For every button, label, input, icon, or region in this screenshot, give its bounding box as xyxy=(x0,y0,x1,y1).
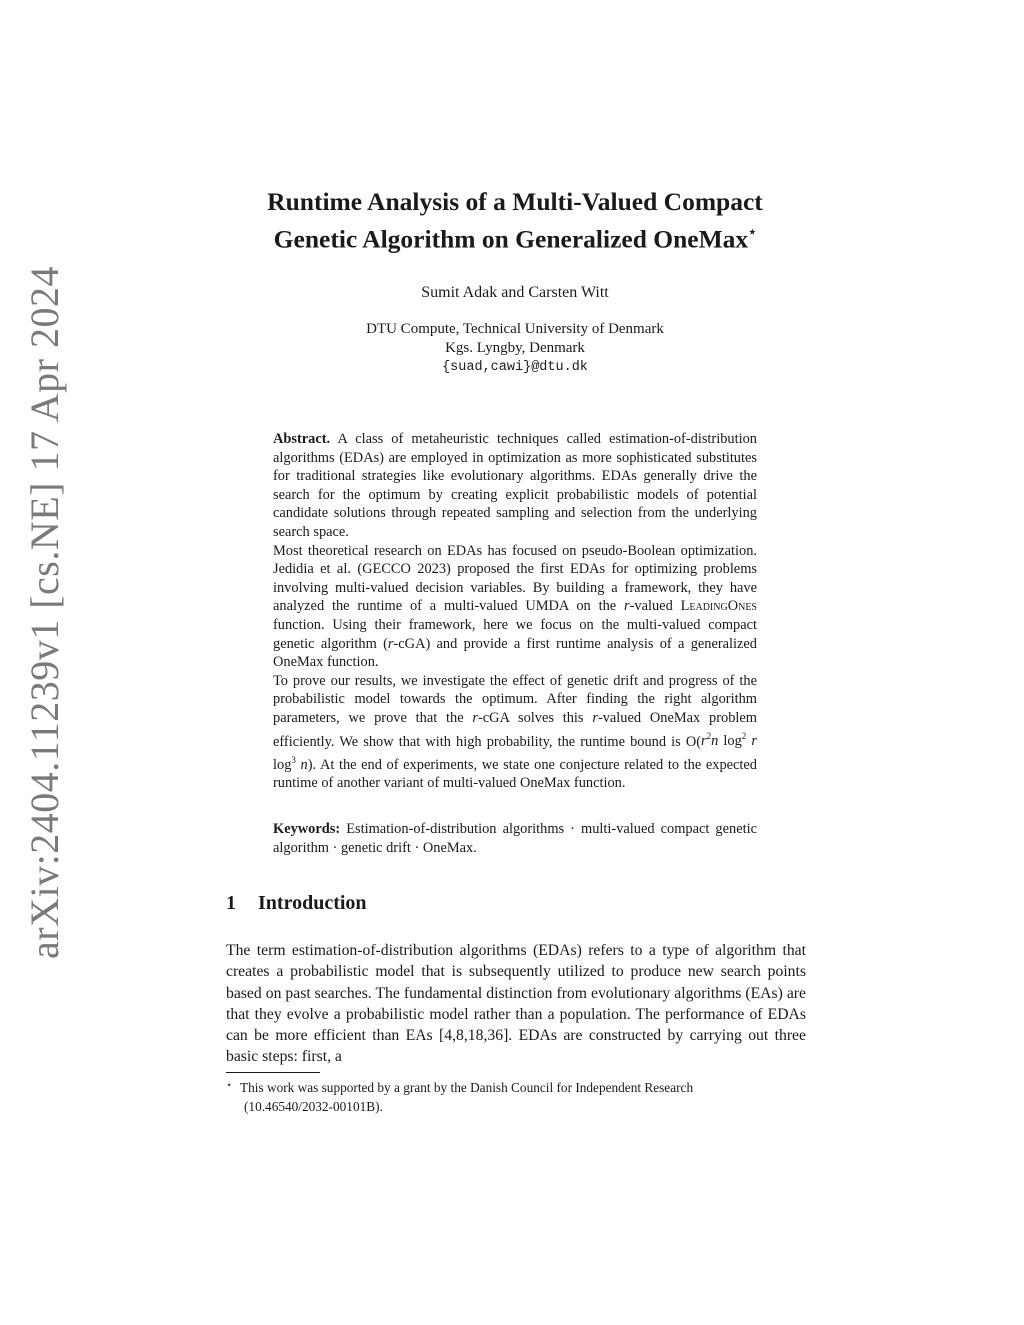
section-heading-introduction xyxy=(226,892,367,915)
affiliation-block xyxy=(200,320,830,377)
footnote-line-2: (10.46540/2032-00101B). xyxy=(244,1098,383,1114)
keywords xyxy=(273,820,757,857)
affiliation-line-2: Kgs. Lyngby, Denmark xyxy=(445,340,585,356)
title-line-2 xyxy=(200,218,830,256)
title-line-1: Runtime Analysis of a Multi-Valued Compact xyxy=(267,187,763,216)
introduction-paragraph: The term estimation-of-distribution algorithms (EDAs) refers to a type of algorithm that creates a probabilistic model that is subsequently utilized to produce new search points based on past searches. The fundamental distinction from evolutionary algorithms (EAs) are that they evolve a probabilistic model rather than a population. The performance of EDAs can be more efficient than EAs [4,8,18,36]. EDAs are constructed by carrying out three basic steps: first, a xyxy=(226,942,806,1066)
author-list: Sumit Adak and Carsten Witt xyxy=(421,284,609,301)
abstract-paragraph-1 xyxy=(273,430,757,542)
runtime-bound-formula: $r^2n$ $\log^2 r$ $\log^3 n$ xyxy=(273,731,757,773)
introduction-body xyxy=(226,940,806,1068)
abstract-paragraph-3: To prove our results, we investigate the effect of genetic drift and progress of the probabilistic model towards the optimum. After finding the right algorithm parameters, we prove that the r-cGA solves this r-valued OneMax problem efficiently. We show that with high probability, the runtime bound is $O(r^2n$ $\log^2 r$ $\log^3 n$). At the end of experiments, we state one conjecture related to the expected runtime of another variant of multi-valued OneMax function. xyxy=(273,672,758,792)
keywords-text: Estimation-of-distribution algorithms · multi-valued compact genetic algorithm · genetic drift · OneMax. xyxy=(273,821,757,856)
section-title: Introduction xyxy=(258,892,367,914)
footnote-divider xyxy=(226,1072,320,1073)
arxiv-identifier-stamp xyxy=(16,266,72,959)
abstract xyxy=(273,430,757,793)
footnote-line-1: This work was supported by a grant by the Danish Council for Independent Research xyxy=(240,1080,694,1095)
arxiv-id-text: arXiv:2404.11239v1 [cs.NE] 17 Apr 2024 xyxy=(21,266,67,959)
leadingones-name: LeadingOnes xyxy=(680,598,757,615)
title-footnote-mark: ⋆ xyxy=(748,224,757,239)
paper-title xyxy=(200,186,830,256)
title-line-2-text: Genetic Algorithm on Generalized OneMax xyxy=(273,224,749,254)
author-email: {suad,cawi}@dtu.dk xyxy=(442,360,588,375)
footnote-mark: ⋆ xyxy=(226,1080,233,1091)
affiliation-line-1: DTU Compute, Technical University of Denmark xyxy=(366,321,664,337)
abstract-p1-text: A class of metaheuristic techniques called estimation-of-distribution algorithms (EDAs) are employed in optimization as more sophisticated substitutes for traditional strategies like evolutionary algorithms. EDAs generally drive the search for the optimum by creating explicit probabilistic models of potential candidate solutions through repeated sampling and selection from the underlying search space. xyxy=(273,431,757,540)
footnote xyxy=(226,1077,806,1116)
section-number: 1 xyxy=(226,892,236,914)
abstract-label: Abstract. xyxy=(273,431,331,447)
abstract-paragraph-2: Most theoretical research on EDAs has focused on pseudo-Boolean optimization. Jedidia et al. (GECCO 2023) proposed the first EDAs for optimizing problems involving multi-valued decision variables. By building a framework, they have analyzed the runtime of a multi-valued UMDA on the r-valued LeadingOnes function. Using their framework, here we focus on the multi-valued compact genetic algorithm (r-cGA) and provide a first runtime analysis of a generalized OneMax function. xyxy=(273,542,757,671)
keywords-label: Keywords: xyxy=(273,821,341,837)
